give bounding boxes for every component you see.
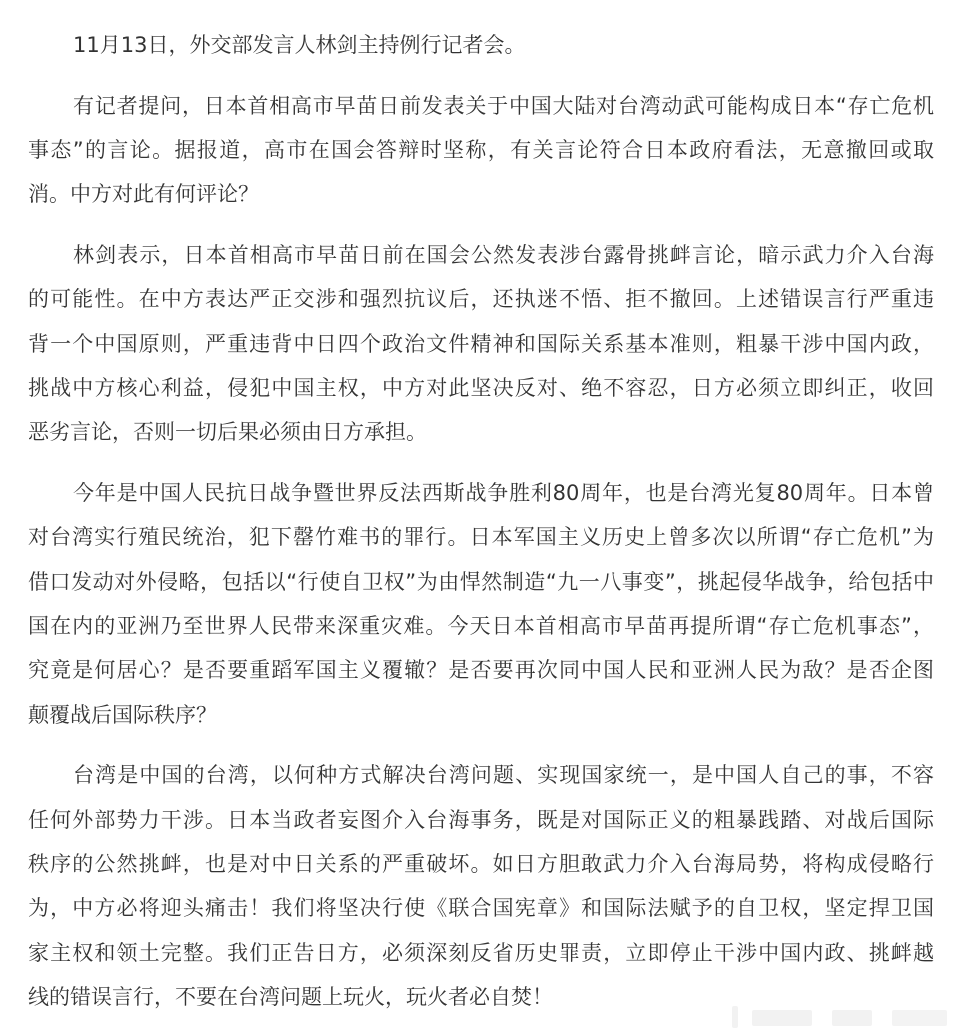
- paragraph-line: 消。中方对此有何评论？: [28, 182, 259, 207]
- paragraph-3: [28, 233, 934, 454]
- article-body: [28, 23, 934, 1036]
- paragraph-line: 国在内的亚洲乃至世界人民带来深重灾难。今天日本首相高市早苗再提所谓“存亡危机事态”，: [28, 614, 934, 639]
- paragraph-line: 恶劣言论，否则一切后果必须由日方承担。: [28, 420, 427, 445]
- paragraph-4: [28, 471, 934, 737]
- paragraph-line: 秩序的公然挑衅，也是对中日关系的严重破坏。如日方胆敢武力介入台海局势，将构成侵略行: [28, 852, 934, 877]
- paragraph-1: [28, 23, 934, 67]
- paragraph-line: 家主权和领土完整。我们正告日方，必须深刻反省历史罪责，立即停止干涉中国内政、挑衅越: [28, 940, 934, 965]
- paragraph-line: 台湾是中国的台湾，以何种方式解决台湾问题、实现国家统一，是中国人自己的事，不容: [73, 763, 934, 788]
- paragraph-line: 借口发动对外侵略，包括以“行使自卫权”为由悍然制造“九一八事变”，挑起侵华战争，给包括中: [28, 569, 934, 594]
- watermark: [732, 1006, 952, 1030]
- paragraph-line: 颠覆战后国际秩序？: [28, 702, 217, 727]
- paragraph-line: 事态”的言论。据报道，高市在国会答辩时坚称，有关言论符合日本政府看法，无意撤回或取: [28, 138, 934, 163]
- paragraph-line: 有记者提问，日本首相高市早苗日前发表关于中国大陆对台湾动武可能构成日本“存亡危机: [73, 93, 934, 118]
- paragraph-line: 11月13日，外交部发言人林剑主持例行记者会。: [73, 33, 526, 57]
- paragraph-line: 林剑表示，日本首相高市早苗日前在国会公然发表涉台露骨挑衅言论，暗示武力介入台海: [73, 243, 934, 268]
- paragraph-line: 为，中方必将迎头痛击！我们将坚决行使《联合国宪章》和国际法赋予的自卫权，坚定捍卫国: [28, 896, 934, 921]
- paragraph-5: [28, 753, 934, 1019]
- paragraph-line: 究竟是何居心？是否要重蹈军国主义覆辙？是否要再次同中国人民和亚洲人民为敌？是否企图: [28, 658, 934, 683]
- paragraph-line: 今年是中国人民抗日战争暨世界反法西斯战争胜利80周年，也是台湾光复80周年。日本曾: [73, 481, 934, 506]
- paragraph-line: 的可能性。在中方表达严正交涉和强烈抗议后，还执迷不悟、拒不撤回。上述错误言行严重违: [28, 287, 934, 312]
- paragraph-2: [28, 84, 934, 217]
- paragraph-line: 任何外部势力干涉。日本当政者妄图介入台海事务，既是对国际正义的粗暴践踏、对战后国际: [28, 807, 934, 832]
- paragraph-line: 对台湾实行殖民统治，犯下罄竹难书的罪行。日本军国主义历史上曾多次以所谓“存亡危机”为: [28, 525, 934, 550]
- paragraph-line: 背一个中国原则，严重违背中日四个政治文件精神和国际关系基本准则，粗暴干涉中国内政，: [28, 331, 934, 356]
- paragraph-line: 挑战中方核心利益，侵犯中国主权，中方对此坚决反对、绝不容忍，日方必须立即纠正，收回: [28, 376, 934, 401]
- paragraph-line: 线的错误言行，不要在台湾问题上玩火，玩火者必自焚！: [28, 984, 553, 1009]
